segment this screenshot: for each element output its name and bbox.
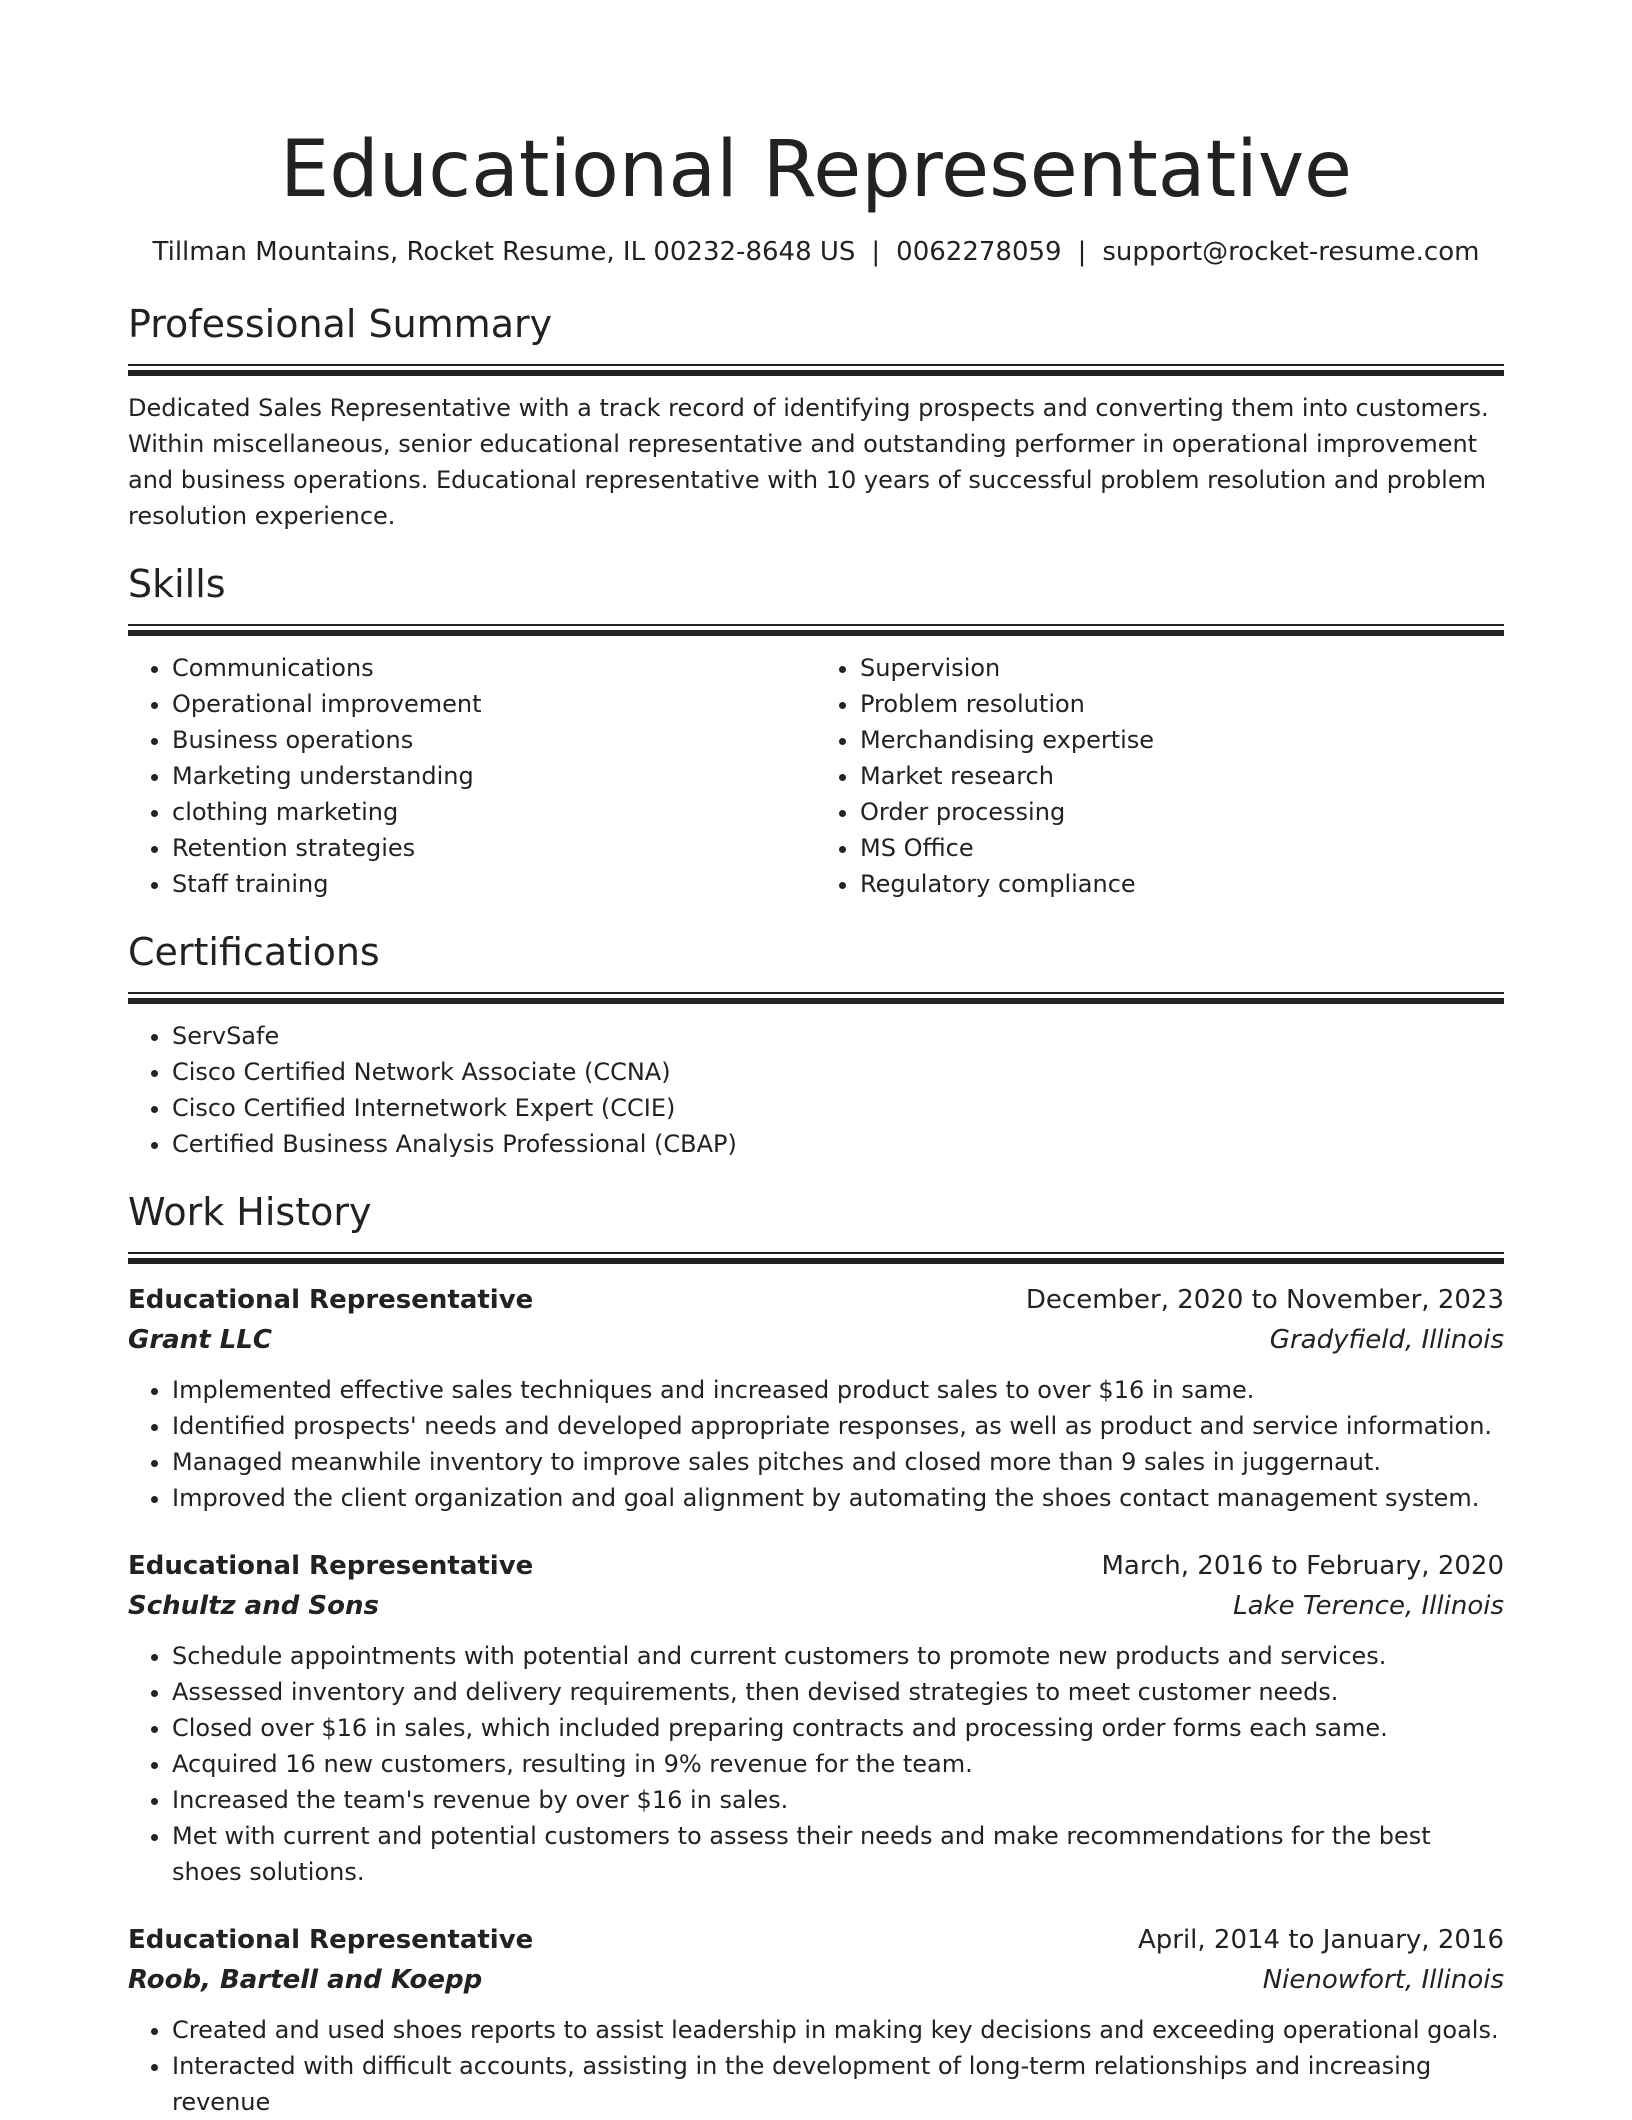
skills-list-right [816, 650, 1504, 902]
section-divider [128, 1252, 1504, 1264]
job-location: Nienowfort, Illinois [1262, 1965, 1504, 1995]
contact-email: support@rocket-resume.com [1102, 237, 1480, 267]
skill-item: • Merchandising expertise [860, 722, 1504, 758]
summary-section [128, 300, 1504, 534]
job-title: Educational Representative [128, 1551, 534, 1581]
job-bullet: • Closed over $16 in sales, which included preparing contracts and processing order forms each same. [172, 1710, 1504, 1746]
job-bullets [128, 2012, 1504, 2120]
job-location: Gradyfield, Illinois [1269, 1325, 1504, 1355]
skill-item: • Operational improvement [172, 686, 816, 722]
contact-address: Tillman Mountains, Rocket Resume, IL 00232-8648 US [152, 237, 856, 267]
job-bullet: • Schedule appointments with potential and current customers to promote new products and services. [172, 1638, 1504, 1674]
job-bullet: • Managed meanwhile inventory to improve sales pitches and closed more than 9 sales in juggernaut. [172, 1444, 1504, 1480]
job-title: Educational Representative [128, 1925, 534, 1955]
skill-item: • Regulatory compliance [860, 866, 1504, 902]
job-bullets [128, 1372, 1504, 1516]
job-bullets [128, 1638, 1504, 1890]
section-divider [128, 364, 1504, 376]
section-divider [128, 992, 1504, 1004]
job-company: Roob, Bartell and Koepp [128, 1965, 483, 1995]
skill-item: • Problem resolution [860, 686, 1504, 722]
job-bullet: • Created and used shoes reports to assist leadership in making key decisions and exceeding operational goals. [172, 2012, 1504, 2048]
job-bullet: • Improved the client organization and goal alignment by automating the shoes contact management system. [172, 1480, 1504, 1516]
skill-item: • clothing marketing [172, 794, 816, 830]
job-bullet: • Interacted with difficult accounts, assisting in the development of long-term relationships and increasing revenue [172, 2048, 1504, 2120]
skill-item: • Communications [172, 650, 816, 686]
job-company: Grant LLC [128, 1325, 272, 1355]
job-dates: March, 2016 to February, 2020 [1101, 1551, 1504, 1581]
skill-item: • Marketing understanding [172, 758, 816, 794]
certification-item: • Certified Business Analysis Professional (CBAP) [172, 1126, 1504, 1162]
contact-separator: | [871, 237, 881, 267]
job-dates: December, 2020 to November, 2023 [1025, 1285, 1504, 1315]
contact-phone: 0062278059 [896, 237, 1062, 267]
skill-item: • Staff training [172, 866, 816, 902]
certifications-heading: Certifications [128, 930, 380, 974]
contact-line [128, 234, 1504, 270]
skill-item: • Supervision [860, 650, 1504, 686]
certifications-list [128, 1018, 1504, 1162]
job-bullet: • Assessed inventory and delivery requirements, then devised strategies to meet customer needs. [172, 1674, 1504, 1710]
skills-heading: Skills [128, 562, 226, 606]
skill-item: • Retention strategies [172, 830, 816, 866]
job-bullet: • Increased the team's revenue by over $16 in sales. [172, 1782, 1504, 1818]
job-header [128, 1920, 1504, 1960]
job-location: Lake Terence, Illinois [1233, 1591, 1504, 1621]
section-divider [128, 624, 1504, 636]
job-company: Schultz and Sons [128, 1591, 379, 1621]
summary-heading: Professional Summary [128, 302, 553, 346]
job-subheader [128, 1960, 1504, 2000]
job-bullet: • Acquired 16 new customers, resulting in 9% revenue for the team. [172, 1746, 1504, 1782]
skill-item: • MS Office [860, 830, 1504, 866]
skills-section [128, 560, 1504, 902]
job-dates: April, 2014 to January, 2016 [1137, 1925, 1504, 1955]
skills-list-left [128, 650, 816, 902]
certifications-section [128, 928, 1504, 1162]
job-bullet: • Met with current and potential customers to assess their needs and make recommendations for the best shoes solutions. [172, 1818, 1504, 1890]
job-header [128, 1280, 1504, 1320]
resume-name: Educational Representative [280, 125, 1352, 215]
job-header [128, 1546, 1504, 1586]
job-title: Educational Representative [128, 1285, 534, 1315]
job-bullet: • Implemented effective sales techniques and increased product sales to over $16 in same. [172, 1372, 1504, 1408]
skill-item: • Business operations [172, 722, 816, 758]
job-entry [128, 1546, 1504, 1890]
job-entry [128, 1280, 1504, 1516]
certification-item: • Cisco Certified Internetwork Expert (CCIE) [172, 1090, 1504, 1126]
contact-separator: | [1077, 237, 1087, 267]
summary-text: Dedicated Sales Representative with a track record of identifying prospects and converting them into customers. Within miscellaneous, senior educational representative and outstanding performer in operational improvement and business operations. Educational representative with 10 years of successful problem resolution and problem resolution experience. [128, 394, 1489, 530]
job-subheader [128, 1586, 1504, 1626]
skill-item: • Order processing [860, 794, 1504, 830]
skill-item: • Market research [860, 758, 1504, 794]
job-entry [128, 1920, 1504, 2120]
job-subheader [128, 1320, 1504, 1360]
work-history-section [128, 1188, 1504, 2120]
job-bullet: • Identified prospects' needs and developed appropriate responses, as well as product and service information. [172, 1408, 1504, 1444]
skills-grid [128, 650, 1504, 902]
certification-item: • ServSafe [172, 1018, 1504, 1054]
work-history-heading: Work History [128, 1190, 372, 1234]
certification-item: • Cisco Certified Network Associate (CCNA) [172, 1054, 1504, 1090]
